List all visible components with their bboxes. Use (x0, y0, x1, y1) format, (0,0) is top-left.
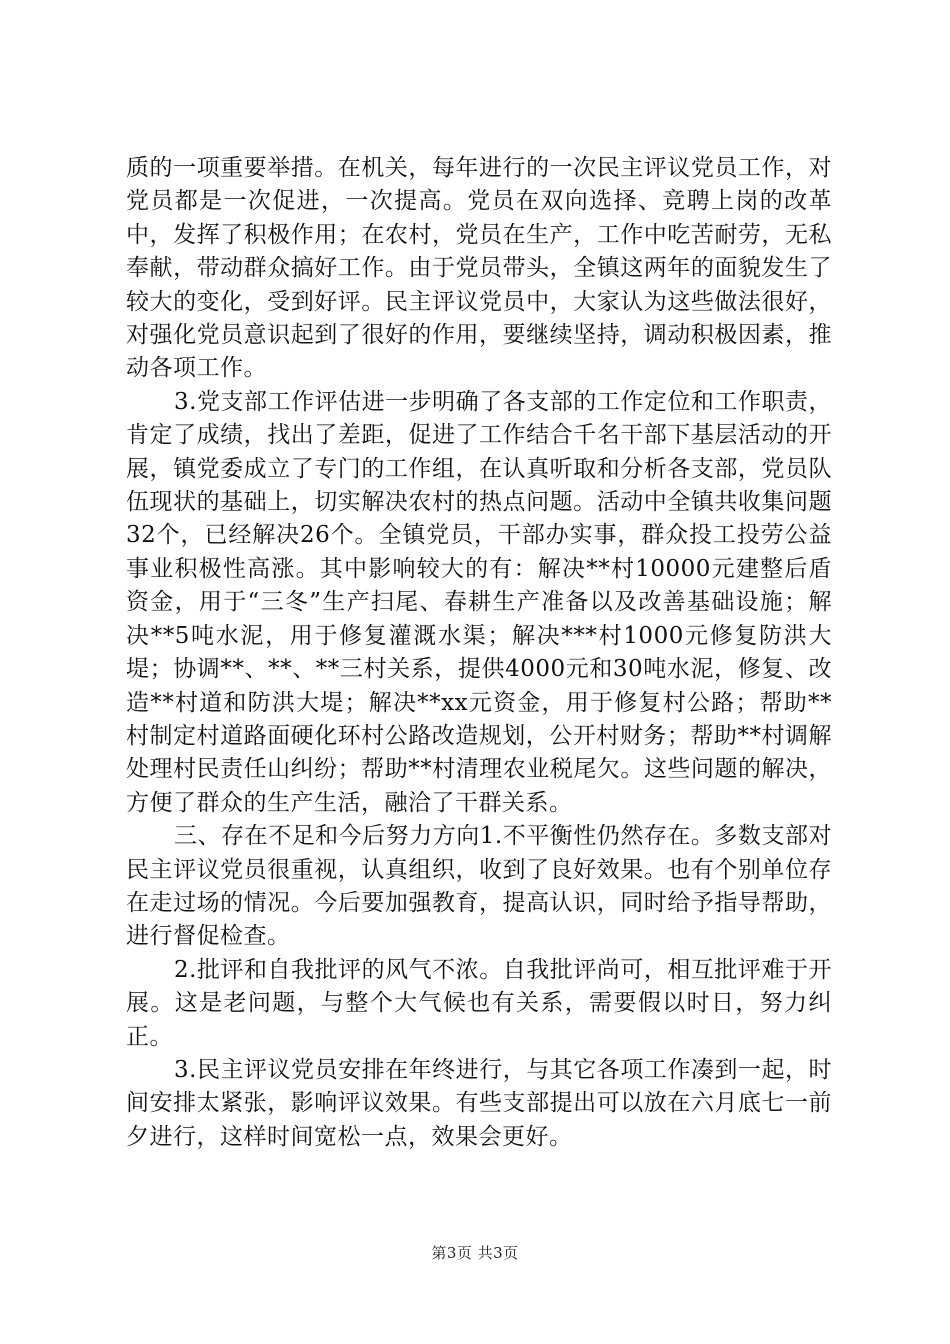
paragraph-continuation: 质的一项重要举措。在机关，每年进行的一次民主评议党员工作，对党员都是一次促进，一次提高。党员在双向选择、竞聘上岗的改革中，发挥了积极作用；在农村，党员在生产，工作中吃苦耐劳，无私奉献，带动群众搞好工作。由于党员带头，全镇这两年的面貌发生了较大的变化，受到好评。民主评议党员中，大家认为这些做法很好，对强化党员意识起到了很好的作用，要继续坚持，调动积极因素，推动各项工作。 (126, 155, 832, 382)
page-footer: 第3页 共3页 (431, 1244, 519, 1262)
document-body (126, 152, 832, 1154)
paragraph-criticism: 2.批评和自我批评的风气不浓。自我批评尚可，相互批评难于开展。这是老问题，与整个大气候也有关系，需要假以时日，努力纠正。 (126, 956, 832, 1050)
paragraph-schedule: 3.民主评议党员安排在年终进行，与其它各项工作凑到一起，时间安排太紧张，影响评议效果。有些支部提出可以放在六月底七一前夕进行，这样时间宽松一点，效果会更好。 (126, 1056, 832, 1150)
paragraph-branch-evaluation: 3.党支部工作评估进一步明确了各支部的工作定位和工作职责，肯定了成绩，找出了差距，促进了工作结合千名干部下基层活动的开展，镇党委成立了专门的工作组，在认真听取和分析各支部，党员队伍现状的基础上，切实解决农村的热点问题。活动中全镇共收集问题32个，已经解决26个。全镇党员，干部办实事，群众投工投劳公益事业积极性高涨。其中影响较大的有：解决**村10000元建整后盾资金，用于“三冬”生产扫尾、春耕生产准备以及改善基础设施；解决**5吨水泥，用于修复灌溉水渠；解决***村1000元修复防洪大堤；协调**、**、**三村关系，提供4000元和30吨水泥，修复、改造**村道和防洪大堤；解决**xx元资金，用于修复村公路；帮助**村制定村道路面硬化环村公路改造规划，公开村财务；帮助**村调解处理村民责任山纠纷；帮助**村清理农业税尾欠。这些问题的解决，方便了群众的生产生活，融洽了干群关系。 (126, 388, 832, 816)
paragraph-shortcomings: 三、存在不足和今后努力方向1.不平衡性仍然存在。多数支部对民主评议党员很重视，认真组织，收到了良好效果。也有个别单位存在走过场的情况。今后要加强教育，提高认识，同时给予指导帮助，进行督促检查。 (126, 823, 832, 950)
